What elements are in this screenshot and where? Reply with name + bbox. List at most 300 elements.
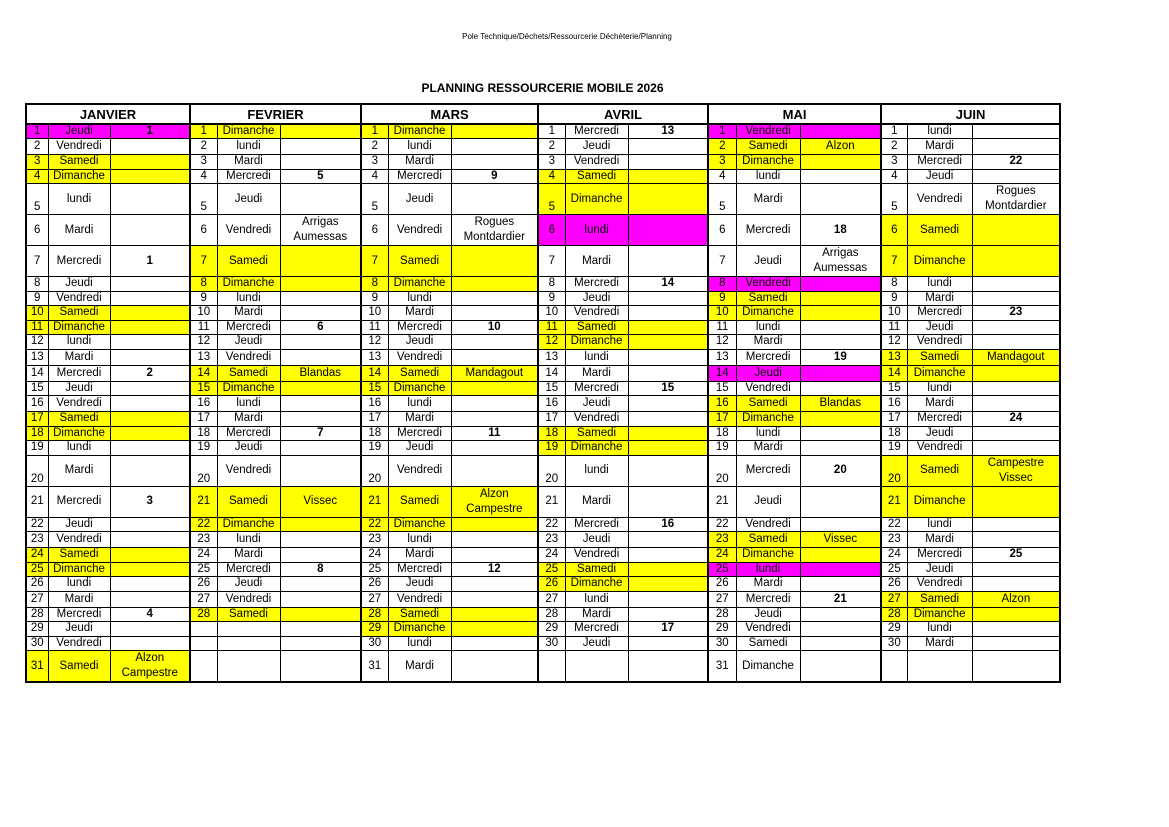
occurrence-number	[972, 426, 1060, 441]
day-row	[26, 291, 1060, 306]
day-name: Dimanche	[565, 184, 628, 215]
occurrence-number	[800, 365, 881, 381]
occurrence-number	[800, 291, 881, 306]
day-number: 22	[26, 517, 48, 532]
occurrence-number: 14	[628, 277, 708, 292]
occurrence-number	[800, 622, 881, 637]
day-number: 16	[538, 396, 565, 412]
occurrence-number: 23	[972, 306, 1060, 321]
day-number: 11	[190, 320, 217, 335]
day-name: Mardi	[565, 365, 628, 381]
occurrence-number	[280, 155, 361, 170]
day-number: 19	[26, 441, 48, 456]
occurrence-number	[280, 591, 361, 607]
day-name: Samedi	[48, 306, 110, 321]
occurrence-number	[628, 651, 708, 683]
day-number: 23	[708, 532, 736, 548]
day-name: Jeudi	[48, 517, 110, 532]
day-name: lundi	[907, 124, 972, 139]
occurrence-number	[280, 517, 361, 532]
occurrence-number	[972, 246, 1060, 277]
day-number: 7	[26, 246, 48, 277]
day-name: Mercredi	[907, 306, 972, 321]
occurrence-number: 11	[451, 426, 538, 441]
day-number: 21	[538, 486, 565, 517]
day-name: Jeudi	[48, 381, 110, 396]
occurrence-number	[451, 246, 538, 277]
occurrence-number	[800, 124, 881, 139]
occurrence-number	[451, 441, 538, 456]
commune-label: Blandas	[800, 396, 881, 412]
day-number: 5	[881, 184, 907, 215]
day-number: 19	[881, 441, 907, 456]
day-row	[26, 651, 1060, 683]
day-number: 30	[361, 636, 388, 651]
day-number: 5	[190, 184, 217, 215]
day-row	[26, 577, 1060, 592]
day-number: 19	[538, 441, 565, 456]
day-name: Vendredi	[565, 155, 628, 170]
day-name: Mardi	[217, 306, 280, 321]
occurrence-number: 4	[110, 607, 190, 622]
day-number: 27	[538, 591, 565, 607]
day-name	[907, 651, 972, 683]
day-number: 1	[881, 124, 907, 139]
day-name: Mercredi	[217, 169, 280, 184]
occurrence-number	[628, 396, 708, 412]
day-name: Dimanche	[565, 441, 628, 456]
occurrence-number	[280, 291, 361, 306]
occurrence-number	[110, 169, 190, 184]
day-number: 15	[538, 381, 565, 396]
occurrence-number	[972, 169, 1060, 184]
day-number: 13	[538, 349, 565, 365]
day-number: 9	[538, 291, 565, 306]
day-number: 4	[881, 169, 907, 184]
occurrence-number	[451, 381, 538, 396]
day-row	[26, 365, 1060, 381]
occurrence-number	[972, 215, 1060, 246]
day-row	[26, 562, 1060, 577]
day-name: Samedi	[565, 169, 628, 184]
day-name: lundi	[48, 184, 110, 215]
day-name: Vendredi	[736, 381, 800, 396]
day-number: 1	[190, 124, 217, 139]
day-name: Mardi	[388, 412, 451, 427]
day-number: 20	[361, 455, 388, 486]
commune-label: Alzon Campestre	[451, 486, 538, 517]
occurrence-number	[451, 532, 538, 548]
occurrence-number	[628, 636, 708, 651]
day-name: Mardi	[217, 548, 280, 563]
day-number: 17	[361, 412, 388, 427]
day-name	[565, 651, 628, 683]
day-name: Vendredi	[48, 291, 110, 306]
day-number: 28	[190, 607, 217, 622]
day-name: lundi	[736, 426, 800, 441]
occurrence-number	[110, 622, 190, 637]
day-row	[26, 517, 1060, 532]
day-name: Mercredi	[388, 562, 451, 577]
occurrence-number	[110, 215, 190, 246]
day-name: lundi	[565, 591, 628, 607]
day-name: Samedi	[736, 139, 800, 155]
day-name: Jeudi	[736, 607, 800, 622]
occurrence-number: 20	[800, 455, 881, 486]
occurrence-number: 8	[280, 562, 361, 577]
day-row	[26, 532, 1060, 548]
day-row	[26, 124, 1060, 139]
day-number: 17	[538, 412, 565, 427]
day-row	[26, 246, 1060, 277]
commune-label: Vissec	[280, 486, 361, 517]
occurrence-number	[628, 426, 708, 441]
day-name: Jeudi	[565, 532, 628, 548]
day-number: 5	[538, 184, 565, 215]
day-name: Jeudi	[907, 562, 972, 577]
day-name: Mercredi	[565, 622, 628, 637]
occurrence-number	[628, 306, 708, 321]
day-number: 2	[26, 139, 48, 155]
day-name: lundi	[907, 277, 972, 292]
day-row	[26, 455, 1060, 486]
occurrence-number	[972, 124, 1060, 139]
day-number: 4	[361, 169, 388, 184]
day-row	[26, 396, 1060, 412]
commune-label: Campestre Vissec	[972, 455, 1060, 486]
day-name: Dimanche	[565, 335, 628, 350]
occurrence-number	[110, 277, 190, 292]
day-number: 28	[708, 607, 736, 622]
day-number: 19	[708, 441, 736, 456]
day-name: Mardi	[907, 532, 972, 548]
month-header: JANVIER	[26, 104, 190, 124]
day-name: Mercredi	[736, 349, 800, 365]
day-number: 14	[538, 365, 565, 381]
day-number: 29	[361, 622, 388, 637]
day-number: 23	[190, 532, 217, 548]
occurrence-number	[800, 562, 881, 577]
day-name	[217, 651, 280, 683]
day-number: 7	[190, 246, 217, 277]
day-number: 3	[190, 155, 217, 170]
day-number: 18	[708, 426, 736, 441]
day-name: Vendredi	[217, 455, 280, 486]
occurrence-number	[451, 291, 538, 306]
day-number: 4	[708, 169, 736, 184]
day-number: 15	[361, 381, 388, 396]
occurrence-number	[451, 396, 538, 412]
day-name: Dimanche	[48, 562, 110, 577]
occurrence-number	[972, 139, 1060, 155]
day-number: 26	[538, 577, 565, 592]
day-row	[26, 426, 1060, 441]
occurrence-number	[280, 622, 361, 637]
day-name: Vendredi	[565, 412, 628, 427]
day-number: 18	[538, 426, 565, 441]
day-name: Mercredi	[736, 591, 800, 607]
occurrence-number	[110, 291, 190, 306]
month-header: JUIN	[881, 104, 1060, 124]
occurrence-number	[280, 396, 361, 412]
day-name: Samedi	[388, 486, 451, 517]
day-name: Vendredi	[388, 455, 451, 486]
day-number: 9	[26, 291, 48, 306]
day-number: 28	[538, 607, 565, 622]
day-number: 2	[538, 139, 565, 155]
occurrence-number	[280, 455, 361, 486]
day-number: 6	[26, 215, 48, 246]
day-number: 9	[190, 291, 217, 306]
month-header: FEVRIER	[190, 104, 361, 124]
day-number: 25	[881, 562, 907, 577]
occurrence-number	[972, 532, 1060, 548]
day-name: Vendredi	[388, 591, 451, 607]
day-name: Dimanche	[48, 426, 110, 441]
day-number: 11	[26, 320, 48, 335]
occurrence-number	[972, 651, 1060, 683]
occurrence-number	[110, 335, 190, 350]
day-number: 13	[26, 349, 48, 365]
occurrence-number	[451, 548, 538, 563]
day-name: Samedi	[736, 291, 800, 306]
day-name: Mardi	[565, 486, 628, 517]
day-number: 24	[881, 548, 907, 563]
day-number: 16	[361, 396, 388, 412]
commune-label: Blandas	[280, 365, 361, 381]
day-number: 29	[708, 622, 736, 637]
day-name: Jeudi	[48, 277, 110, 292]
day-name: Dimanche	[736, 306, 800, 321]
day-name: Samedi	[217, 246, 280, 277]
day-name: lundi	[48, 335, 110, 350]
day-name: Mardi	[565, 607, 628, 622]
day-number: 21	[190, 486, 217, 517]
day-name: Mercredi	[48, 246, 110, 277]
occurrence-number	[110, 577, 190, 592]
occurrence-number	[628, 169, 708, 184]
occurrence-number	[628, 548, 708, 563]
day-number: 5	[708, 184, 736, 215]
day-name: Mercredi	[565, 517, 628, 532]
day-name: Samedi	[736, 532, 800, 548]
day-name: Samedi	[48, 548, 110, 563]
occurrence-number	[110, 396, 190, 412]
day-name: Jeudi	[565, 396, 628, 412]
occurrence-number	[972, 577, 1060, 592]
occurrence-number	[451, 622, 538, 637]
day-name: Vendredi	[217, 349, 280, 365]
day-name: Dimanche	[388, 517, 451, 532]
day-row	[26, 155, 1060, 170]
day-number: 17	[26, 412, 48, 427]
day-number: 16	[26, 396, 48, 412]
day-number: 23	[881, 532, 907, 548]
occurrence-number	[800, 441, 881, 456]
day-name: Mardi	[736, 577, 800, 592]
day-number: 25	[26, 562, 48, 577]
occurrence-number	[800, 335, 881, 350]
day-row	[26, 277, 1060, 292]
occurrence-number: 13	[628, 124, 708, 139]
occurrence-number	[110, 455, 190, 486]
day-name: Samedi	[565, 320, 628, 335]
occurrence-number	[451, 577, 538, 592]
day-row	[26, 215, 1060, 246]
day-name: Vendredi	[907, 577, 972, 592]
occurrence-number: 7	[280, 426, 361, 441]
day-name: Dimanche	[907, 365, 972, 381]
occurrence-number	[800, 548, 881, 563]
occurrence-number	[280, 636, 361, 651]
day-name: Mercredi	[217, 320, 280, 335]
day-number: 20	[190, 455, 217, 486]
occurrence-number	[972, 291, 1060, 306]
day-number: 7	[538, 246, 565, 277]
day-name: Dimanche	[217, 124, 280, 139]
day-name: Dimanche	[388, 124, 451, 139]
day-row	[26, 169, 1060, 184]
day-name: lundi	[907, 381, 972, 396]
occurrence-number	[800, 651, 881, 683]
day-name: Samedi	[565, 426, 628, 441]
occurrence-number	[628, 455, 708, 486]
day-name: Vendredi	[388, 349, 451, 365]
day-name: Mardi	[48, 455, 110, 486]
day-name: Samedi	[388, 246, 451, 277]
occurrence-number	[972, 277, 1060, 292]
day-name: Mercredi	[907, 155, 972, 170]
occurrence-number	[628, 335, 708, 350]
day-name: Vendredi	[736, 124, 800, 139]
day-number: 15	[26, 381, 48, 396]
day-name: Mardi	[736, 335, 800, 350]
day-number: 30	[538, 636, 565, 651]
occurrence-number: 5	[280, 169, 361, 184]
occurrence-number	[800, 636, 881, 651]
day-number: 26	[881, 577, 907, 592]
occurrence-number	[280, 577, 361, 592]
occurrence-number	[451, 306, 538, 321]
day-number: 4	[538, 169, 565, 184]
occurrence-number	[280, 607, 361, 622]
day-number: 21	[881, 486, 907, 517]
day-number: 11	[708, 320, 736, 335]
day-name: lundi	[217, 291, 280, 306]
day-number: 6	[538, 215, 565, 246]
day-number: 1	[708, 124, 736, 139]
occurrence-number: 6	[280, 320, 361, 335]
day-name: lundi	[907, 622, 972, 637]
day-name: Mardi	[907, 396, 972, 412]
commune-label: Alzon	[972, 591, 1060, 607]
day-name: Mercredi	[217, 562, 280, 577]
day-number: 17	[190, 412, 217, 427]
day-number: 18	[26, 426, 48, 441]
occurrence-number	[972, 365, 1060, 381]
day-number: 11	[361, 320, 388, 335]
day-number: 10	[26, 306, 48, 321]
day-name: Mercredi	[217, 426, 280, 441]
day-name: Dimanche	[388, 381, 451, 396]
day-number: 29	[538, 622, 565, 637]
day-number: 26	[708, 577, 736, 592]
day-name: Mardi	[388, 306, 451, 321]
day-number: 18	[190, 426, 217, 441]
day-number: 2	[361, 139, 388, 155]
day-number: 16	[708, 396, 736, 412]
day-number: 14	[26, 365, 48, 381]
occurrence-number	[972, 320, 1060, 335]
commune-label: Rogues Montdardier	[451, 215, 538, 246]
day-number: 27	[881, 591, 907, 607]
day-name: lundi	[388, 396, 451, 412]
day-number: 30	[708, 636, 736, 651]
occurrence-number	[800, 517, 881, 532]
day-name: Jeudi	[48, 622, 110, 637]
day-number: 25	[708, 562, 736, 577]
day-row	[26, 486, 1060, 517]
day-name: Mardi	[565, 246, 628, 277]
occurrence-number	[800, 381, 881, 396]
day-name: Mardi	[48, 349, 110, 365]
day-number: 9	[361, 291, 388, 306]
day-name: lundi	[736, 169, 800, 184]
day-name: Samedi	[48, 651, 110, 683]
occurrence-number: 17	[628, 622, 708, 637]
day-number: 22	[190, 517, 217, 532]
day-number: 4	[190, 169, 217, 184]
occurrence-number	[110, 426, 190, 441]
day-row	[26, 381, 1060, 396]
day-number: 26	[361, 577, 388, 592]
occurrence-number	[972, 335, 1060, 350]
occurrence-number: 9	[451, 169, 538, 184]
occurrence-number	[110, 306, 190, 321]
day-name: Jeudi	[565, 291, 628, 306]
occurrence-number	[451, 412, 538, 427]
day-number: 7	[361, 246, 388, 277]
day-row	[26, 184, 1060, 215]
day-name: Dimanche	[48, 320, 110, 335]
day-number: 26	[26, 577, 48, 592]
day-number: 28	[361, 607, 388, 622]
occurrence-number	[110, 320, 190, 335]
day-number: 12	[26, 335, 48, 350]
occurrence-number	[628, 184, 708, 215]
day-name: Dimanche	[48, 169, 110, 184]
day-name: Mercredi	[565, 381, 628, 396]
occurrence-number	[451, 335, 538, 350]
day-number: 22	[361, 517, 388, 532]
day-name: lundi	[217, 139, 280, 155]
day-number: 28	[881, 607, 907, 622]
day-number: 24	[26, 548, 48, 563]
occurrence-number: 1	[110, 124, 190, 139]
occurrence-number	[280, 651, 361, 683]
day-number	[190, 651, 217, 683]
day-name: Jeudi	[388, 184, 451, 215]
day-name: Vendredi	[217, 591, 280, 607]
occurrence-number	[110, 562, 190, 577]
occurrence-number: 19	[800, 349, 881, 365]
day-number: 14	[361, 365, 388, 381]
day-number	[190, 622, 217, 637]
day-number: 16	[881, 396, 907, 412]
day-name: Mercredi	[736, 215, 800, 246]
occurrence-number	[800, 412, 881, 427]
day-name: Jeudi	[217, 335, 280, 350]
